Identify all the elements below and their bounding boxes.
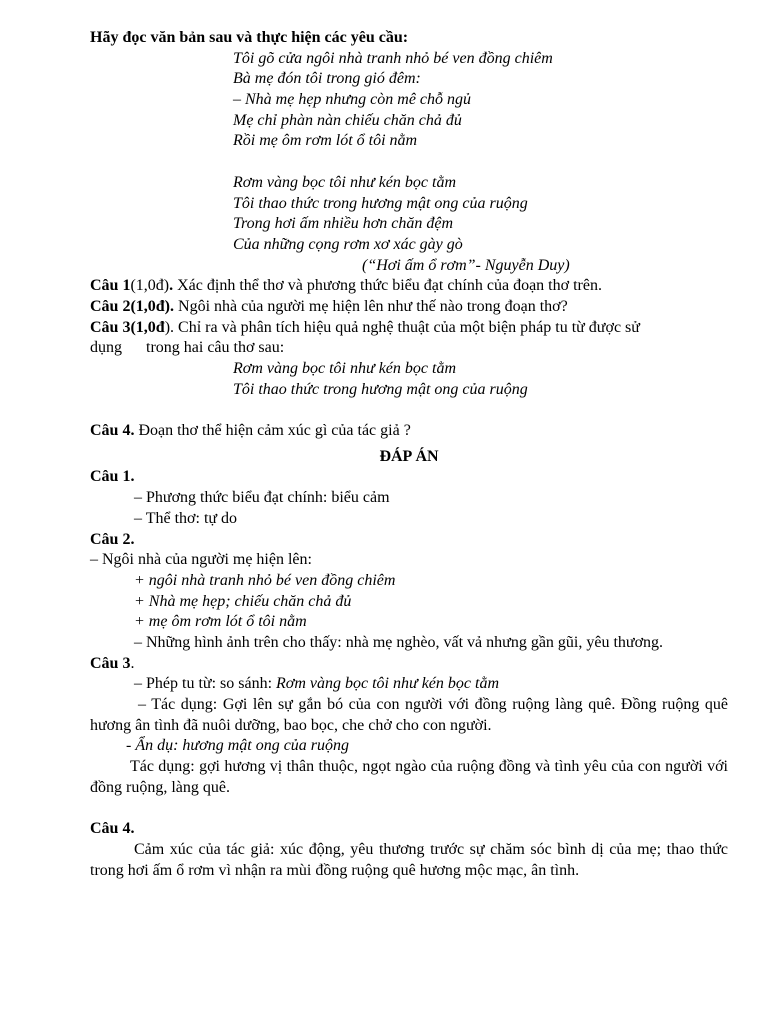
poem-source: (“Hơi ấm ổ rơm”- Nguyễn Duy) xyxy=(362,256,570,274)
answer-3-effect-1: – Tác dụng: Gợi lên sự gắn bó của con người với đồng ruộng làng quê. Đồng ruộng quê hương ân tình đã nuôi dưỡng, bao bọc, che chở cho con người. xyxy=(90,696,728,734)
question-1-text: Xác định thể thơ và phương thức biểu đạt chính của đoạn thơ trên. xyxy=(173,277,602,295)
poem-line: Tôi gõ cửa ngôi nhà tranh nhỏ bé ven đồng chiêm xyxy=(233,49,553,67)
answer-1-line: – Thể thơ: tự do xyxy=(134,509,238,527)
question-3-text-a: dụng xyxy=(90,339,122,357)
question-1-dot: . xyxy=(169,277,174,295)
question-4 xyxy=(90,421,728,442)
question-3-text: . Chỉ ra và phân tích hiệu quả nghệ thuật của một biện pháp tu từ được sử xyxy=(170,318,640,336)
answer-1-line: – Phương thức biểu đạt chính: biểu cảm xyxy=(134,489,390,507)
question-1 xyxy=(90,276,728,297)
poem-line: Trong hơi ấm nhiều hơn chăn đệm xyxy=(233,215,454,233)
question-3-verse: Rơm vàng bọc tôi như kén bọc tằm xyxy=(233,360,456,377)
poem-line: – Nhà mẹ hẹp nhưng còn mê chỗ ngủ xyxy=(233,91,472,109)
spacer xyxy=(90,152,728,173)
answer-3-label-dot: . xyxy=(130,654,135,672)
answer-4-label: Câu 4. xyxy=(90,820,135,838)
question-3-verse: Tôi thao thức trong hương mật ong của ruộng xyxy=(233,380,528,398)
question-1-points: (1,0đ) xyxy=(130,277,170,295)
poem-line: Mẹ chỉ phàn nàn chiếu chăn chả đủ xyxy=(233,111,462,129)
answer-2-label: Câu 2. xyxy=(90,530,135,548)
answer-3-heading xyxy=(90,654,728,675)
answer-2-item: + ngôi nhà tranh nhỏ bé ven đồng chiêm xyxy=(134,571,396,589)
answer-2-item: + Nhà mẹ hẹp; chiếu chăn chả đủ xyxy=(134,592,352,610)
answer-1-label: Câu 1. xyxy=(90,468,135,486)
answer-2-intro: – Ngôi nhà của người mẹ hiện lên: xyxy=(90,551,312,569)
poem-line: Rơm vàng bọc tôi như kén bọc tằm xyxy=(233,173,456,191)
answer-3-effect-2: Tác dụng: gợi hương vị thân thuộc, ngọt ngào của ruộng đồng và tình yêu của con người với đồng ruộng, làng quê. xyxy=(90,758,728,796)
question-3-text-b: trong hai câu thơ sau: xyxy=(146,339,285,357)
question-3-label: Câu 3(1,0đ xyxy=(90,318,165,336)
answer-3-device-2: - Ẩn dụ: hương mật ong của ruộng xyxy=(126,737,350,755)
poem-line: Rồi mẹ ôm rơm lót ổ tôi nằm xyxy=(233,132,418,150)
question-2-text: Ngôi nhà của người mẹ hiện lên như thế nào trong đoạn thơ? xyxy=(174,297,568,315)
answer-title: ĐÁP ÁN xyxy=(379,447,439,465)
spacer xyxy=(90,400,728,421)
answer-3-label: Câu 3 xyxy=(90,654,131,672)
poem-stanza-1 xyxy=(90,49,728,152)
answer-2-conclusion: – Những hình ảnh trên cho thấy: nhà mẹ nghèo, vất vả nhưng gần gũi, yêu thương. xyxy=(134,633,664,651)
poem-line: Bà mẹ đón tôi trong gió đêm: xyxy=(233,70,421,88)
question-3-continued xyxy=(90,338,728,359)
answer-2-item: + mẹ ôm rơm lót ổ tôi nằm xyxy=(134,613,307,631)
question-1-label: Câu 1 xyxy=(90,277,131,295)
answer-3-device-1 xyxy=(90,674,728,695)
question-3-close: ) xyxy=(164,318,171,336)
answer-3-device-1-example: Rơm vàng bọc tôi như kén bọc tằm xyxy=(276,675,500,693)
spacer xyxy=(90,799,728,820)
document-page xyxy=(90,28,728,881)
question-2 xyxy=(90,297,728,318)
answer-3-device-1-prefix: – Phép tu từ: so sánh: xyxy=(134,675,277,693)
poem-line: Tôi thao thức trong hương mật ong của ruộng xyxy=(233,194,528,212)
question-2-label: Câu 2(1,0đ). xyxy=(90,297,175,315)
instruction-heading: Hãy đọc văn bản sau và thực hiện các yêu cầu: xyxy=(90,29,409,46)
question-4-label: Câu 4. xyxy=(90,422,135,440)
poem-stanza-2 xyxy=(90,173,728,256)
poem-line: Của những cọng rơm xơ xác gày gò xyxy=(233,235,463,253)
answer-4-text: Cảm xúc của tác giả: xúc động, yêu thương trước sự chăm sóc bình dị của mẹ; thao thức trong hơi ấm ổ rơm vì nhận ra mùi đồng ruộng quê hương mộc mạc, ân tình. xyxy=(90,840,728,879)
question-3 xyxy=(90,318,728,339)
question-4-text: Đoạn thơ thể hiện cảm xúc gì của tác giả ? xyxy=(134,422,411,440)
